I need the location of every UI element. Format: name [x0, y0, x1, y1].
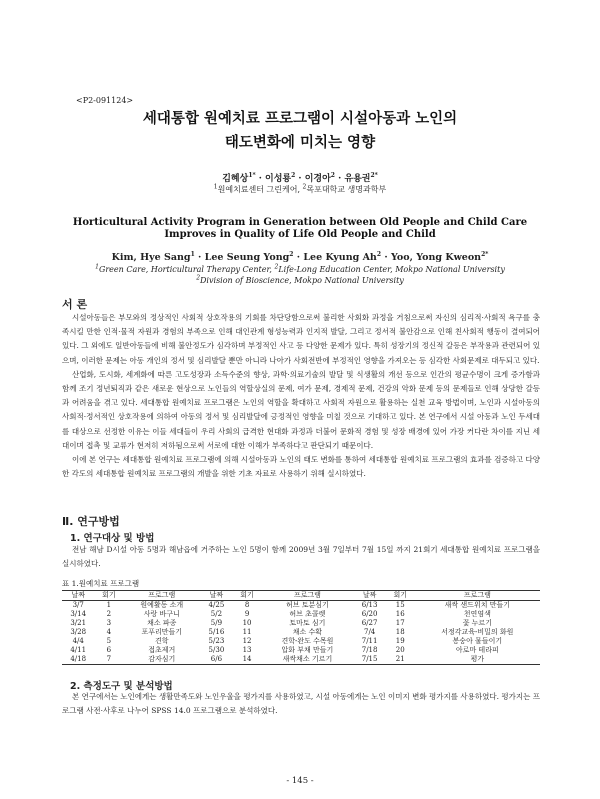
- introduction-paragraph: 산업화, 도시화, 세계화에 따른 고도성장과 소득수준의 향상, 과학·의료기술의 발달 및 식생활의 개선 등으로 인간의 평균수명이 크게 증가함과 함께 조기 정년퇴직과 같은 새로운 현상으로 노인들의 역할상실의 문제, 여가 문제, 경제적 문제, 건강의 악화 문제 등의 문제들로 인해 상당한 갈등과 어려움을 겪고 있다. 세대통합 원예치료 프로그램은 노인의 역할을 확대하고 사회적 자원으로 활용하는 실천 교육 방법이며, 노인과 시설아동의 사회적·정서적인 상호작용에 의하여 아동의 정서 및 심리발달에 긍정적인 영향을 미칠 것으로 기대하고 있다. 본 연구에서 시설 아동과 노인 두세대를 대상으로 선정한 이유는 이들 세대들이 우리 사회의 급격한 현대화 과정과 더불어 문화적 경험 및 성장 배경에 있어 가장 커다란 차이를 지닌 세대이며 접촉 및 교류가 현저히 저하됨으로써 서로에 대한 이해가 부족하다고 판단되기 때문이다.: [62, 369, 540, 450]
- table-cell: 새싹채소 기르기: [261, 655, 353, 665]
- korean-title-line-1: 세대통합 원예치료 프로그램이 시설아동과 노인의: [142, 111, 458, 127]
- table-cell: 4/4: [72, 637, 84, 645]
- table-cell: 5/16: [208, 628, 225, 636]
- table-cell: 허브 초콜렛: [289, 610, 326, 618]
- english-title-line-1: Horticultural Activity Program in Generation between Old People and Child Care: [72, 217, 528, 228]
- table-cell: 6/20: [361, 610, 378, 618]
- table-cell: 7: [94, 655, 123, 665]
- korean-affiliation: $^1$원예치료센터 그린케어, $^2$목포대학교 생명과학부: [213, 183, 387, 194]
- table-cell: 3/7: [72, 601, 84, 609]
- english-affiliation-line-1: $^1$Green Care, Horticultural Therapy Center, $^2$Life-Long Education Center, Mokpo National University: [95, 263, 505, 274]
- table-header-cell: 회기: [94, 591, 123, 601]
- table-row: [62, 619, 540, 628]
- table-cell: 허브 토분심기: [286, 601, 329, 609]
- korean-title-line-2: 태도변화에 미치는 영향: [224, 135, 376, 151]
- table-cell: 채소 수확: [292, 628, 323, 636]
- table-cell: 8: [244, 601, 250, 609]
- table-cell: 10: [242, 619, 252, 627]
- table-cell: 17: [395, 619, 405, 627]
- table-cell: 15: [395, 601, 405, 609]
- table-cell: 4/18: [62, 655, 94, 665]
- table-cell: 2: [106, 610, 112, 618]
- table-cell: 13: [242, 646, 252, 654]
- table-header-cell: 날짜: [353, 591, 385, 601]
- table-cell: 토마토 심기: [289, 619, 326, 627]
- english-title-line-2: Improves in Quality of Life Old People and Child: [164, 229, 436, 240]
- section-methods-heading: Ⅱ. 연구방법: [62, 515, 120, 528]
- table-cell: 포푸리만들기: [141, 628, 183, 636]
- table-cell: 4/25: [208, 601, 225, 609]
- table-cell: 5: [106, 637, 112, 645]
- table-row: [62, 628, 540, 637]
- table-cell: 채소 파종: [147, 619, 177, 627]
- introduction-paragraph: 이에 본 연구는 세대통합 원예치료 프로그램에 의해 시설아동과 노인의 태도 변화를 통하여 세대통합 원예치료 프로그램의 효과를 검증하고 다양한 각도의 세대통합 원예치료 프로그램의 개발을 위한 기초 자료로 사용하기 위해 실시하였다.: [62, 455, 540, 479]
- introduction-body: [62, 311, 540, 481]
- table-cell: 5/30: [208, 646, 225, 654]
- subsection-measurement-heading: 2. 측정도구 및 분석방법: [70, 681, 173, 692]
- table-cell: 봉숭아 물들이기: [452, 637, 503, 645]
- table-cell: 평가: [415, 655, 540, 665]
- measurement-body: [62, 690, 540, 718]
- measurement-paragraph: 본 연구에서는 노인에게는 생활만족도와 노인우울을 평가지를 사용하였고, 시설 아동에게는 노인 이미지 변화 평가지를 사용하였다. 평가지는 프로그램 사전·사후로 나누어 SPSS 14.0 프로그램으로 분석하였다.: [62, 692, 540, 716]
- table-cell: 7/4: [363, 628, 376, 636]
- table-cell: 4: [106, 628, 112, 636]
- table-header-cell: 회기: [386, 591, 415, 601]
- table-cell: 6/6: [200, 655, 232, 665]
- subjects-paragraph: 전남 해남 D시설 아동 5명과 해남읍에 거주하는 노인 5명이 함께 2009년 3월 7일부터 7월 15일 까지 21회기 세대통합 원예치료 프로그램을 실시하였다.: [62, 545, 540, 569]
- subsection-subjects-heading: 1. 연구대상 및 방법: [70, 533, 155, 544]
- page-number: - 145 -: [286, 776, 314, 786]
- table-cell: 16: [395, 610, 405, 618]
- table-cell: 5/9: [210, 619, 223, 627]
- table-cell: 19: [395, 637, 405, 645]
- paper-code: <P2-091124>: [76, 96, 134, 105]
- english-affiliation-line-2: $^2$Division of Bioscience, Mokpo National University: [196, 274, 404, 285]
- table-cell: 원예활동 소개: [140, 601, 184, 609]
- table-cell: 서정각교육-비밀의 화원: [441, 628, 514, 636]
- table-cell: 꽃 누르기: [462, 619, 492, 627]
- table-header-cell: 프로그램: [123, 591, 200, 601]
- table-cell: 20: [395, 646, 405, 654]
- table-cell: 6/13: [361, 601, 378, 609]
- table-cell: 4/11: [70, 646, 87, 654]
- subjects-body: [62, 543, 540, 571]
- table-cell: 7/18: [361, 646, 378, 654]
- table-row: [62, 601, 540, 611]
- english-authors: Kim, Hye Sang$^1$ · Lee Seung Yong$^2$ · Lee Kyung $Ah^2$ · Yoo, Yong Kweon$^{2*}$: [111, 250, 489, 263]
- table-cell: 6/27: [361, 619, 378, 627]
- introduction-paragraph: 시설아동들은 부모와의 정상적인 사회적 상호작용의 기회를 차단당함으로써 불리한 사회화 과정을 거침으로써 자신의 심리적·사회적 욕구를 충족시킬 만한 인적·물적 자원과 경험의 부족으로 인해 대인관계 형성능력과 인지적 발달, 그리고 정서적 불안감으로 인해 친사회적 행동이 결여되어 있다. 그 외에도 일반아동들에 비해 불안정도가 심각하며 부정적인 사고 등 다양한 문제가 있다. 특히 성장기의 정신적 갈등은 부작용과 관련되어 있으며, 이러한 문제는 아동 개인의 정서 및 심리발달 뿐만 아니라 나아가 사회전반에 부정적인 영향을 가져오는 등 심각한 사회문제로 대두되고 있다.: [62, 313, 540, 365]
- table-cell: 3/28: [70, 628, 87, 636]
- table-header-cell: 날짜: [62, 591, 94, 601]
- table-cell: 3/21: [70, 619, 87, 627]
- table-cell: 12: [242, 637, 252, 645]
- table-cell: 3: [106, 619, 112, 627]
- table-cell: 14: [233, 655, 262, 665]
- table-header-row: [62, 591, 540, 601]
- korean-authors: 김혜상$^{1*}$ · 이성룡$^2$ · 이경아$^2$ · 유용권$^{2*}$: [222, 172, 378, 184]
- table-cell: 접초제거: [148, 646, 176, 654]
- table-cell: 3/14: [70, 610, 87, 618]
- table-cell: 사랑 바구니: [143, 610, 180, 618]
- table-cell: 18: [395, 628, 405, 636]
- table-cell: 11: [242, 628, 252, 636]
- table-header-cell: 프로그램: [261, 591, 353, 601]
- program-table: [62, 590, 540, 665]
- section-introduction-heading: 서 론: [62, 298, 88, 311]
- table-cell: 견학-완도 수목원: [281, 637, 334, 645]
- table-cell: 6: [106, 646, 112, 654]
- table-cell: 천연염색: [463, 610, 491, 618]
- table-cell: 새싹 샌드위치 만들기: [444, 601, 510, 609]
- table-cell: 7/15: [353, 655, 385, 665]
- table-cell: 아로마 테라피: [455, 646, 499, 654]
- table-header-cell: 프로그램: [415, 591, 540, 601]
- table-cell: 21: [386, 655, 415, 665]
- table-row: [62, 655, 540, 665]
- table-caption: 표 1.원예치료 프로그램: [62, 579, 140, 588]
- table-header-cell: 회기: [233, 591, 262, 601]
- table-cell: 견학: [154, 637, 169, 645]
- table-cell: 압화 부채 만들기: [281, 646, 334, 654]
- table-header-cell: 날짜: [200, 591, 232, 601]
- table-row: [62, 637, 540, 646]
- table-cell: 9: [244, 610, 250, 618]
- table-row: [62, 610, 540, 619]
- table-cell: 감자심기: [123, 655, 200, 665]
- table-cell: 5/2: [210, 610, 223, 618]
- table-cell: 7/11: [361, 637, 378, 645]
- table-cell: 5/23: [208, 637, 225, 645]
- table-row: [62, 646, 540, 655]
- table-cell: 1: [106, 601, 112, 609]
